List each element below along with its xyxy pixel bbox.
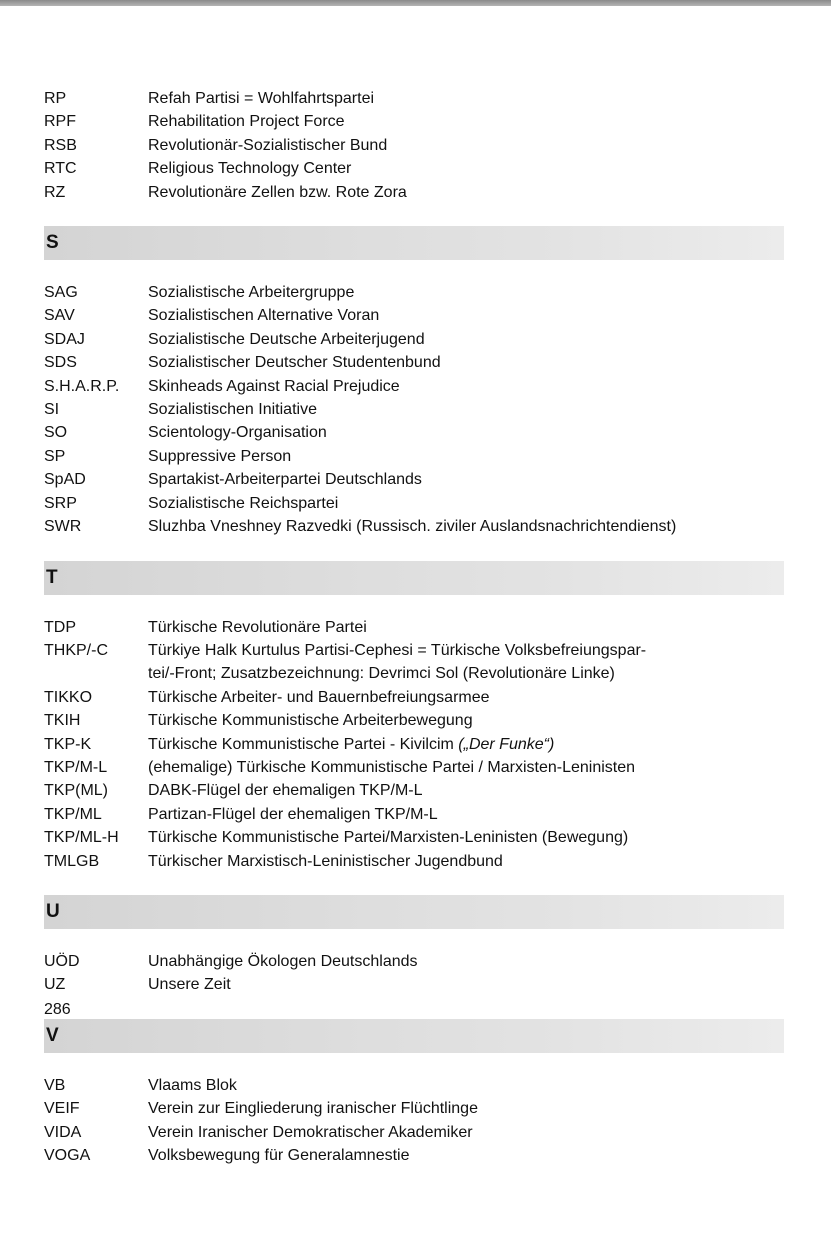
- group-v: [44, 1074, 784, 1168]
- definition: Partizan-Flügel der ehemaligen TKP/M-L: [148, 805, 438, 823]
- list-item: [44, 375, 784, 398]
- abbreviation: VEIF: [44, 1100, 80, 1118]
- definition: [148, 733, 784, 756]
- definition: Türkische Kommunistische Partei/Marxisten-Leninisten (Bewegung): [148, 829, 629, 847]
- list-item: [44, 1074, 784, 1097]
- definition: (ehemalige) Türkische Kommunistische Partei / Marxisten-Leninisten: [148, 758, 636, 776]
- top-rule: [0, 0, 831, 6]
- list-item: [44, 468, 784, 491]
- abbreviation: RTC: [44, 160, 77, 178]
- list-item: [44, 110, 784, 133]
- list-item: [44, 87, 784, 110]
- abbreviation: TKP(ML): [44, 782, 108, 800]
- abbreviation: SO: [44, 424, 68, 442]
- definition: Türkischer Marxistisch-Leninistischer Jugendbund: [148, 852, 503, 870]
- list-item: [44, 616, 784, 639]
- definition: Suppressive Person: [148, 447, 292, 465]
- definition: Sozialistischen Initiative: [148, 401, 317, 419]
- definition: Volksbewegung für Generalamnestie: [148, 1147, 410, 1164]
- list-item: [44, 779, 784, 802]
- abbreviation: UÖD: [44, 952, 80, 970]
- abbreviation: SP: [44, 447, 66, 465]
- definition: Sluzhba Vneshney Razvedki (Russisch. ziviler Auslandsnachrichtendienst): [148, 518, 677, 536]
- definition: Türkische Revolutionäre Partei: [148, 618, 367, 636]
- list-item: [44, 1097, 784, 1120]
- definition: Religious Technology Center: [148, 160, 352, 178]
- definition: Rehabilitation Project Force: [148, 113, 345, 131]
- definition-text: Türkische Kommunistische Partei - Kivilcim: [148, 735, 459, 753]
- definition-italic: („Der Funke“): [458, 735, 555, 753]
- abbreviation: SDAJ: [44, 330, 85, 348]
- abbreviation: SAG: [44, 284, 78, 302]
- abbreviation: TIKKO: [44, 688, 93, 706]
- abbreviation: SI: [44, 401, 60, 419]
- list-item: [44, 157, 784, 180]
- list-item: [44, 492, 784, 515]
- list-item: [44, 181, 784, 204]
- abbreviation: SDS: [44, 354, 77, 372]
- section-header-s: S: [44, 226, 784, 260]
- definition-line-2: tei/-Front; Zusatzbezeichnung: Devrimci Sol (Revolutionäre Linke): [148, 665, 615, 683]
- abbreviation: SWR: [44, 518, 82, 536]
- definition: Unsere Zeit: [148, 976, 231, 994]
- abbreviation: SRP: [44, 494, 77, 512]
- list-item: [44, 515, 784, 538]
- definition: Sozialistische Arbeitergruppe: [148, 284, 355, 302]
- abbreviation: VIDA: [44, 1123, 82, 1141]
- definition: Sozialistischer Deutscher Studentenbund: [148, 354, 441, 372]
- list-item: [44, 756, 784, 779]
- definition: Verein Iranischer Demokratischer Akademiker: [148, 1123, 473, 1141]
- list-item: [44, 328, 784, 351]
- abbreviation: TDP: [44, 618, 76, 636]
- definition: Verein zur Eingliederung iranischer Flüchtlinge: [148, 1100, 478, 1118]
- definition: Revolutionäre Zellen bzw. Rote Zora: [148, 183, 407, 201]
- abbreviation: UZ: [44, 976, 66, 994]
- group-s: [44, 281, 784, 538]
- abbreviation: TKP-K: [44, 735, 92, 753]
- definition: Sozialistische Deutsche Arbeiterjugend: [148, 330, 425, 348]
- list-item: [44, 398, 784, 421]
- definition: Sozialistischen Alternative Voran: [148, 307, 380, 325]
- abbreviation: TKP/ML: [44, 805, 102, 823]
- list-item: [44, 281, 784, 304]
- definition: Türkische Arbeiter- und Bauernbefreiungsarmee: [148, 688, 490, 706]
- list-item: [44, 304, 784, 327]
- section-header-u: U: [44, 895, 784, 929]
- section-header-v: V: [44, 1019, 784, 1053]
- list-item: [44, 134, 784, 157]
- definition: Refah Partisi = Wohlfahrtspartei: [148, 90, 375, 107]
- list-item: [44, 950, 784, 973]
- abbreviation: RPF: [44, 113, 76, 131]
- list-item: [44, 1121, 784, 1144]
- definition: Revolutionär-Sozialistischer Bund: [148, 136, 388, 154]
- definition: Sozialistische Reichspartei: [148, 494, 339, 512]
- abbreviation: THKP/-C: [44, 641, 108, 659]
- group-r: [44, 87, 784, 204]
- list-item: [44, 445, 784, 468]
- abbreviation: VOGA: [44, 1147, 91, 1164]
- list-item: [44, 1144, 784, 1167]
- abbreviation: RSB: [44, 136, 77, 154]
- list-item: [44, 733, 784, 756]
- abbreviation-list: [44, 87, 784, 1167]
- abbreviation: RP: [44, 90, 67, 107]
- abbreviation: S.H.A.R.P.: [44, 377, 120, 395]
- abbreviation: TKP/ML-H: [44, 829, 119, 847]
- list-item: [44, 351, 784, 374]
- list-item: [44, 639, 784, 686]
- list-item: [44, 709, 784, 732]
- list-item: [44, 686, 784, 709]
- list-item: [44, 826, 784, 849]
- definition: Unabhängige Ökologen Deutschlands: [148, 952, 418, 970]
- abbreviation: RZ: [44, 183, 66, 201]
- list-item: [44, 973, 784, 996]
- definition-line-1: Türkiye Halk Kurtulus Partisi-Cephesi = Türkische Volksbefreiungspar-: [148, 641, 647, 659]
- definition: DABK-Flügel der ehemaligen TKP/M-L: [148, 782, 423, 800]
- definition: Skinheads Against Racial Prejudice: [148, 377, 400, 395]
- abbreviation: TMLGB: [44, 852, 100, 870]
- abbreviation: SpAD: [44, 471, 86, 489]
- abbreviation: TKP/M-L: [44, 758, 108, 776]
- list-item: [44, 803, 784, 826]
- definition: Türkische Kommunistische Arbeiterbewegung: [148, 712, 473, 730]
- group-u: [44, 950, 784, 997]
- definition: Vlaams Blok: [148, 1076, 237, 1094]
- abbreviation: VB: [44, 1076, 66, 1094]
- definition: Scientology-Organisation: [148, 424, 327, 442]
- section-header-t: T: [44, 561, 784, 595]
- definition: [148, 639, 784, 686]
- group-t: [44, 616, 784, 873]
- page-number: 286: [44, 1001, 71, 1018]
- list-item: [44, 421, 784, 444]
- abbreviation: TKIH: [44, 712, 81, 730]
- list-item: [44, 850, 784, 873]
- definition: Spartakist-Arbeiterpartei Deutschlands: [148, 471, 422, 489]
- abbreviation: SAV: [44, 307, 75, 325]
